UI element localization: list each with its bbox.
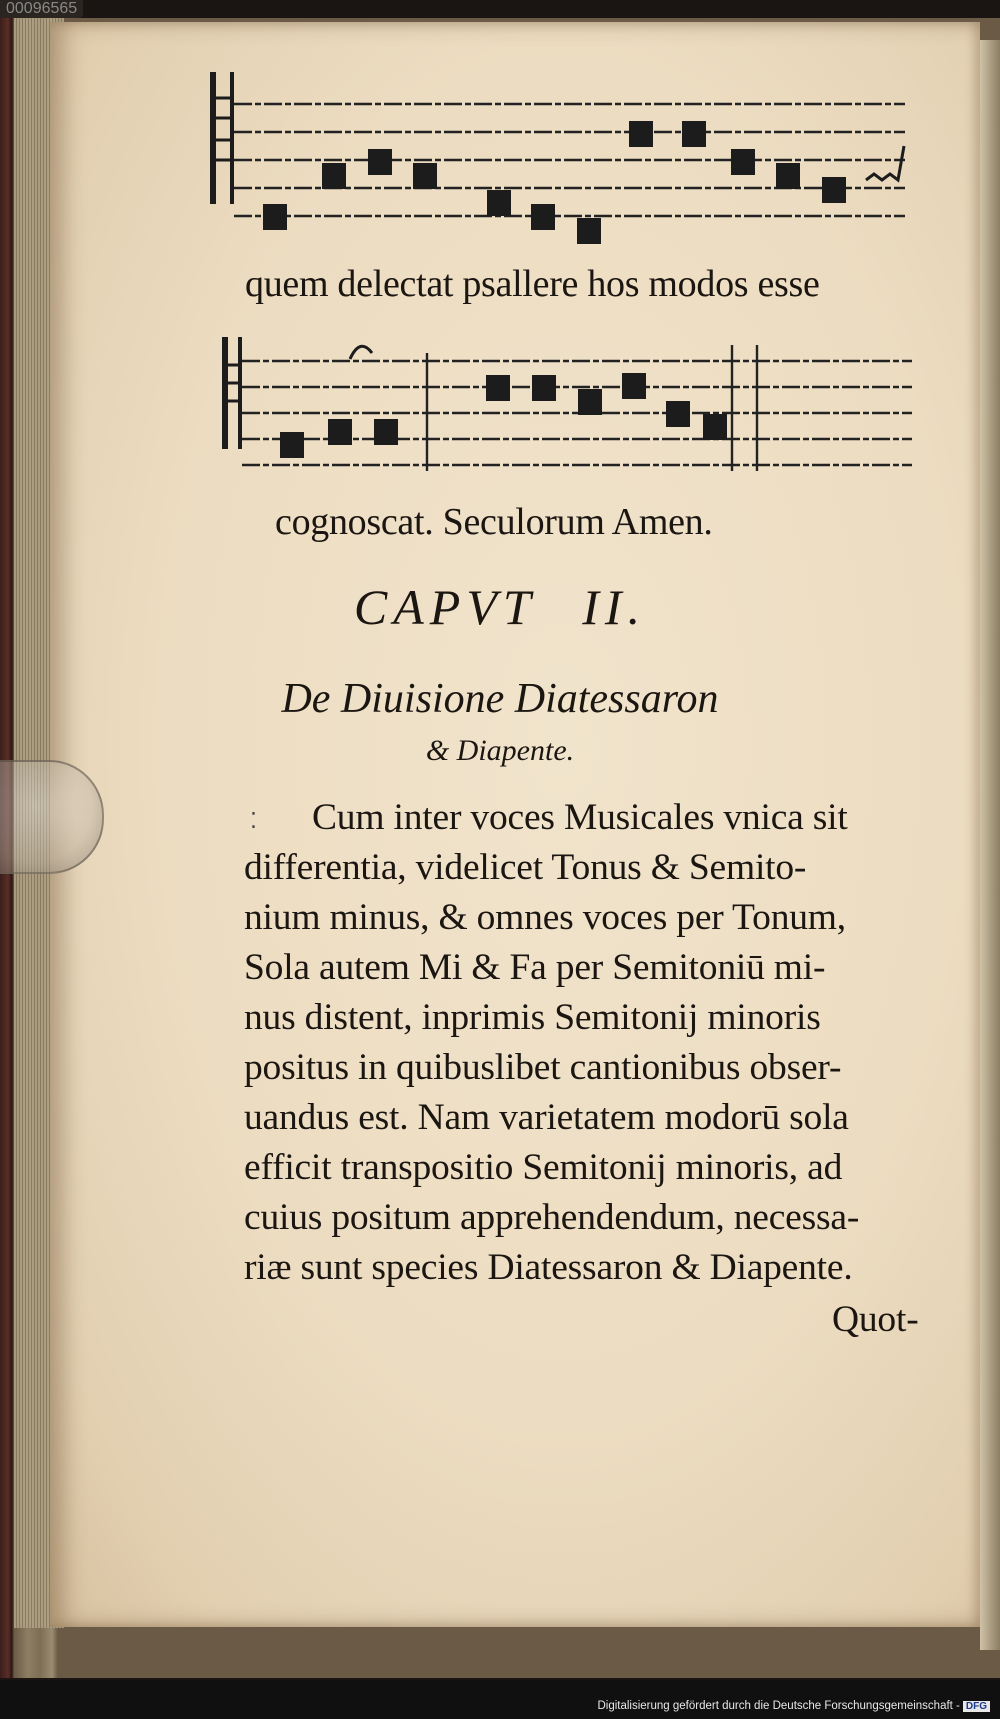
music-staff-2 bbox=[222, 335, 922, 485]
catchword: Quot- bbox=[832, 1299, 919, 1340]
note bbox=[374, 419, 398, 445]
note bbox=[487, 190, 511, 216]
note bbox=[731, 149, 755, 175]
note bbox=[280, 432, 304, 458]
body-text-line: efficit transpositio Semitonij minoris, ad bbox=[244, 1147, 843, 1188]
note bbox=[666, 401, 690, 427]
clef-2 bbox=[222, 337, 242, 449]
body-text-line: differentia, videlicet Tonus & Semito- bbox=[244, 847, 807, 888]
body-text-line: cuius positum apprehendendum, necessa- bbox=[244, 1197, 860, 1238]
body-text-line: riæ sunt species Diatessaron & Diapente. bbox=[244, 1247, 853, 1288]
indent-mark: ⁚ bbox=[250, 808, 257, 833]
note bbox=[577, 218, 601, 244]
note bbox=[531, 204, 555, 230]
note bbox=[532, 375, 556, 401]
scan-id-label: 00096565 bbox=[0, 0, 83, 18]
note bbox=[322, 163, 346, 189]
body-text-line: Sola autem Mi & Fa per Semitoniū mi- bbox=[244, 947, 826, 988]
note bbox=[578, 389, 602, 415]
note bbox=[486, 375, 510, 401]
chapter-subtitle-continued: & Diapente. bbox=[425, 734, 575, 767]
note bbox=[368, 149, 392, 175]
note bbox=[413, 163, 437, 189]
body-text-line: positus in quibuslibet cantionibus obser- bbox=[244, 1047, 842, 1088]
fermata bbox=[350, 346, 372, 359]
lyric-line-1: quem delectat psallere hos modos esse bbox=[245, 263, 820, 305]
dfg-logo: DFG bbox=[963, 1701, 990, 1712]
digitization-credit bbox=[597, 1700, 990, 1712]
right-page-edge bbox=[980, 40, 1000, 1650]
note bbox=[703, 414, 727, 440]
body-text-line: uandus est. Nam varietatem modorū sola bbox=[244, 1097, 849, 1138]
chapter-heading: CAPVT II. bbox=[353, 579, 647, 635]
custos bbox=[866, 146, 904, 180]
note bbox=[328, 419, 352, 445]
clef-1 bbox=[210, 72, 234, 204]
credit-text: Digitalisierung gefördert durch die Deutsche Forschungsgemeinschaft - bbox=[597, 1700, 960, 1712]
chapter-subtitle: De Diuisione Diatessaron bbox=[281, 676, 719, 722]
body-text-line: Cum inter voces Musicales vnica sit bbox=[312, 797, 848, 838]
note bbox=[629, 121, 653, 147]
note bbox=[263, 204, 287, 230]
note bbox=[776, 163, 800, 189]
body-text-line: nus distent, inprimis Semitonij minoris bbox=[244, 997, 821, 1038]
note bbox=[622, 373, 646, 399]
lyric-line-2: cognoscat. Seculorum Amen. bbox=[275, 501, 713, 543]
body-text-line: nium minus, & omnes voces per Tonum, bbox=[244, 897, 846, 938]
page-clip bbox=[0, 760, 104, 874]
note bbox=[822, 177, 846, 203]
note bbox=[682, 121, 706, 147]
music-staff-1 bbox=[210, 68, 910, 258]
